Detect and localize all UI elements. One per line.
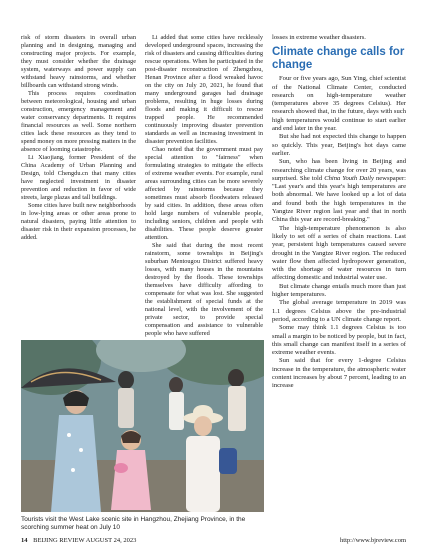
- paragraph: But she had not expected this change to happen so quickly. This year, Beijing's hot days came earlier.: [272, 133, 406, 157]
- page-folio: [21, 537, 136, 544]
- paragraph: Sun said that for every 1-degree Celsius increase in the temperature, the atmospheric water content increases by about 7 percent, leading to an increase: [272, 357, 406, 390]
- article-column-2: [145, 34, 263, 338]
- article-column-1: [21, 34, 136, 242]
- photo-illustration: [21, 340, 264, 512]
- paragraph: Li Xiaojiang, former President of the China Academy of Urban Planning and Design, told Chengdu.cn that many cities have neglected investment in disaster prevention and reduction in favor of wide streets, large plazas and tall buildings.: [21, 154, 136, 201]
- photo-caption: Tourists visit the West Lake scenic site in Hangzhou, Zhejiang Province, in the scorching summer heat on July 10: [21, 516, 246, 532]
- paragraph: losses in extreme weather disasters.: [272, 34, 366, 41]
- section-heading-line: change: [272, 58, 313, 71]
- tourists-photo: [21, 340, 264, 512]
- paragraph-text: newspaper: "Last year's and this year's high temperatures are both abnormal. We have looked up a lot of data and found both the high temperatures in the Yangtze River region last year and that in north China this year are record-breaking.": [272, 174, 406, 224]
- publication-dateline: BEIJING REVIEW AUGUST 24, 2023: [33, 537, 137, 544]
- paragraph: [272, 158, 406, 224]
- article-column-3: [272, 34, 406, 391]
- paragraph: Li added that some cities have recklessly developed underground spaces, increasing the risk of disasters and causing difficulties during rescue operations. When he participated in the post-disaster reconstruction of Zhengzhou, Henan Province after a flood wreaked havoc on the city on July 20, 2021, he found that many underground garages had drainage problems, resulting in huge losses during floods and making it difficult to rescue trapped people. He recommended continuously improving disaster prevention standards as well as increasing investment in disaster prevention facilities.: [145, 34, 263, 145]
- paragraph: Four or five years ago, Sun Ying, chief scientist of the National Climate Center, conducted research on high-temperature weather (temperatures above 35 degrees Celsius). Her research showed that, in the future, days with such high temperatures would continue to start earlier and end later in the year.: [272, 75, 406, 133]
- paragraph: The high-temperature phenomenon is also likely to set off a series of chain reactions. Last year, persistent high temperatures caused severe drought in the Yangtze River region. The reduced water flow then affected hydropower generation, with the shortage of water resources in turn affecting domestic and industrial water use.: [272, 224, 406, 282]
- paragraph: But climate change entails much more than just higher temperatures.: [272, 282, 406, 299]
- publication-name: China Youth Daily: [324, 174, 374, 182]
- page-number: 14: [21, 537, 28, 544]
- paragraph: Chao noted that the government must pay special attention to "fairness" when formulating strategies to mitigate the effects of extreme weather events. For example, rural areas surrounding cities can be more severely affected by rainstorms because they sometimes must absorb floodwaters released by said cities. In addition, these areas often hold large numbers of vulnerable people, including seniors, children and people with disabilities. These people deserve greater attention.: [145, 146, 263, 241]
- website-url[interactable]: http://www.bjreview.com: [340, 537, 406, 544]
- paragraph: Some cities have built new neighborhoods in low-lying areas or other areas prone to natural disasters, paying little attention to disaster risk in their expansion processes, he added.: [21, 202, 136, 241]
- paragraph: Some may think 1.1 degrees Celsius is too small a margin to be noticed by people, but in fact, this small change can manifest itself in a series of extreme weather events.: [272, 324, 406, 357]
- paragraph: This process requires coordination between meteorological, housing and urban construction, emergency management and water conservancy departments. It requires financial resources as well. Some northern cities lack these resources as they tend to spend money on more pressing matters in the absence of looming catastrophe.: [21, 90, 136, 153]
- paragraph: risk of storm disasters in overall urban planning and in designing, managing and constructing major projects. For example, they must consider whether the drainage system, waterways and power supply can withstand heavy rainstorms, and whether billboards can withstand strong winds.: [21, 34, 136, 89]
- section-heading-line: Climate change calls for: [272, 46, 405, 59]
- paragraph: The global average temperature in 2019 was 1.1 degrees Celsius above the pre-industrial period, according to a UN climate change report.: [272, 299, 406, 323]
- paragraph: She said that during the most recent rainstorm, some townships in Beijing's suburban Mentougou District suffered heavy losses, with many houses in the mountains destroyed by the floods. These townships themselves have difficulty affording to compensate for what was lost. She suggested the establishment of special funds at the national level, with the involvement of the private sector, to provide special compensation and assistance to vulnerable people who have suffered: [145, 242, 263, 337]
- section-heading: [272, 46, 406, 71]
- paragraph-text: Sun, who has been living in Beijing and researching climate change for over 20 years, was surprised. She told: [272, 158, 406, 182]
